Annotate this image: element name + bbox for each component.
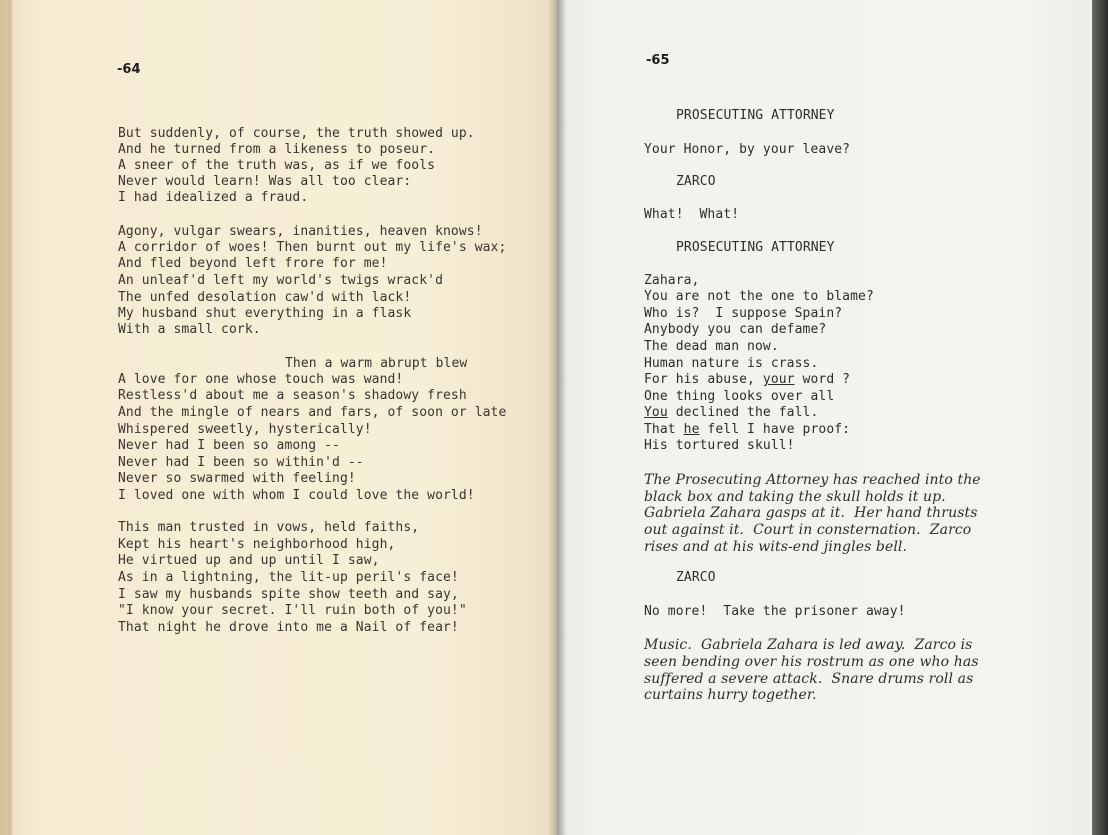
poem-line: Restless'd about me a season's shadowy fresh [118,388,467,403]
dialogue-line [644,372,850,388]
poem-line: An unleaf'd left my world's twigs wrack'd [118,273,443,288]
stage-direction-line: suffered a severe attack. Snare drums roll as [644,671,974,687]
text-segment: For his abuse, [644,372,763,387]
dialogue-line: Human nature is crass. [644,356,819,371]
dialogue-line: No more! Take the prisoner away! [644,604,906,619]
poem-line: And he turned from a likeness to poseur. [118,142,436,157]
poem-line: This man trusted in vows, held faiths, [118,520,420,535]
poem-line: Agony, vulgar swears, inanities, heaven knows! [118,224,483,239]
dialogue-line: Zahara, [644,273,700,288]
dialogue-line: What! What! [644,207,740,222]
poem-line: A love for one whose touch was wand! [118,372,404,387]
dialogue-line: Anybody you can defame? [644,322,827,337]
dialogue-line: The dead man now. [644,339,779,354]
text-segment: That [644,422,684,437]
poem-line: As in a lightning, the lit-up peril's face! [118,570,459,585]
poem-line: I loved one with whom I could love the world! [118,488,475,503]
stage-direction-line: seen bending over his rostrum as one who has [644,654,979,670]
poem-line: My husband shut everything in a flask [118,306,412,321]
poem-line: With a small cork. [118,322,261,337]
poem-line: I saw my husbands spite show teeth and say, [118,587,459,602]
poem-line: The unfed desolation caw'd with lack! [118,290,412,305]
underlined-word: You [644,405,668,420]
poem-line: I had idealized a fraud. [118,190,309,205]
dialogue-line: Who is? I suppose Spain? [644,306,843,321]
underlined-word: he [683,422,700,437]
dialogue-line [644,422,850,438]
poem-line: He virtued up and up until I saw, [118,553,380,568]
poem-line: That night he drove into me a Nail of fear! [118,620,459,635]
dialogue-line: Your Honor, by your leave? [644,142,851,157]
poem-line: Whispered sweetly, hysterically! [118,422,372,437]
poem-line: "I know your secret. I'll ruin both of you!" [118,603,467,618]
text-segment: declined the fall. [667,405,819,420]
poem-line: A corridor of woes! Then burnt out my life's wax; [118,240,507,255]
poem-line: And fled beyond left frore for me! [118,256,388,271]
poem-line: Never had I been so among -- [118,438,340,453]
page-number: -65 [646,53,670,68]
stage-direction-line: out against it. Court in consternation. Zarco [644,522,972,538]
dialogue-line: One thing looks over all [644,389,835,404]
poem-line: Never so swarmed with feeling! [118,471,356,486]
poem-line: A sneer of the truth was, as if we fools [118,158,436,173]
stage-direction-line: The Prosecuting Attorney has reached into the [644,472,981,488]
speaker-name: PROSECUTING ATTORNEY [676,240,835,255]
dialogue-line: His tortured skull! [644,438,795,453]
text-segment: fell I have proof: [699,422,851,437]
stage-direction-line: rises and at his wits-end jingles bell. [644,539,908,555]
page-number: -64 [117,62,141,77]
speaker-name: ZARCO [676,570,716,585]
poem-line: Never had I been so within'd -- [118,455,364,470]
stage-direction-line: Music. Gabriela Zahara is led away. Zarco is [644,637,973,653]
speaker-name: ZARCO [676,174,716,189]
stage-direction-line: curtains hurry together. [644,687,817,703]
dialogue-line [644,405,818,421]
poem-line: Kept his heart's neighborhood high, [118,537,396,552]
poem-line: And the mingle of nears and fars, of soon or late [118,405,507,420]
underlined-word: your [762,372,795,387]
dialogue-line: You are not the one to blame? [644,289,874,304]
stage-direction-line: black box and taking the skull holds it up. [644,489,946,505]
stage-direction-line: Gabriela Zahara gasps at it. Her hand thrusts [644,505,978,521]
poem-line: But suddenly, of course, the truth showed up. [118,126,475,141]
text-segment: word ? [794,372,851,387]
speaker-name: PROSECUTING ATTORNEY [676,108,835,123]
page-edge-shadow [1092,0,1108,835]
right-page [556,0,1092,835]
poem-line: Never would learn! Was all too clear: [118,174,412,189]
poem-line: Then a warm abrupt blew [285,356,468,371]
